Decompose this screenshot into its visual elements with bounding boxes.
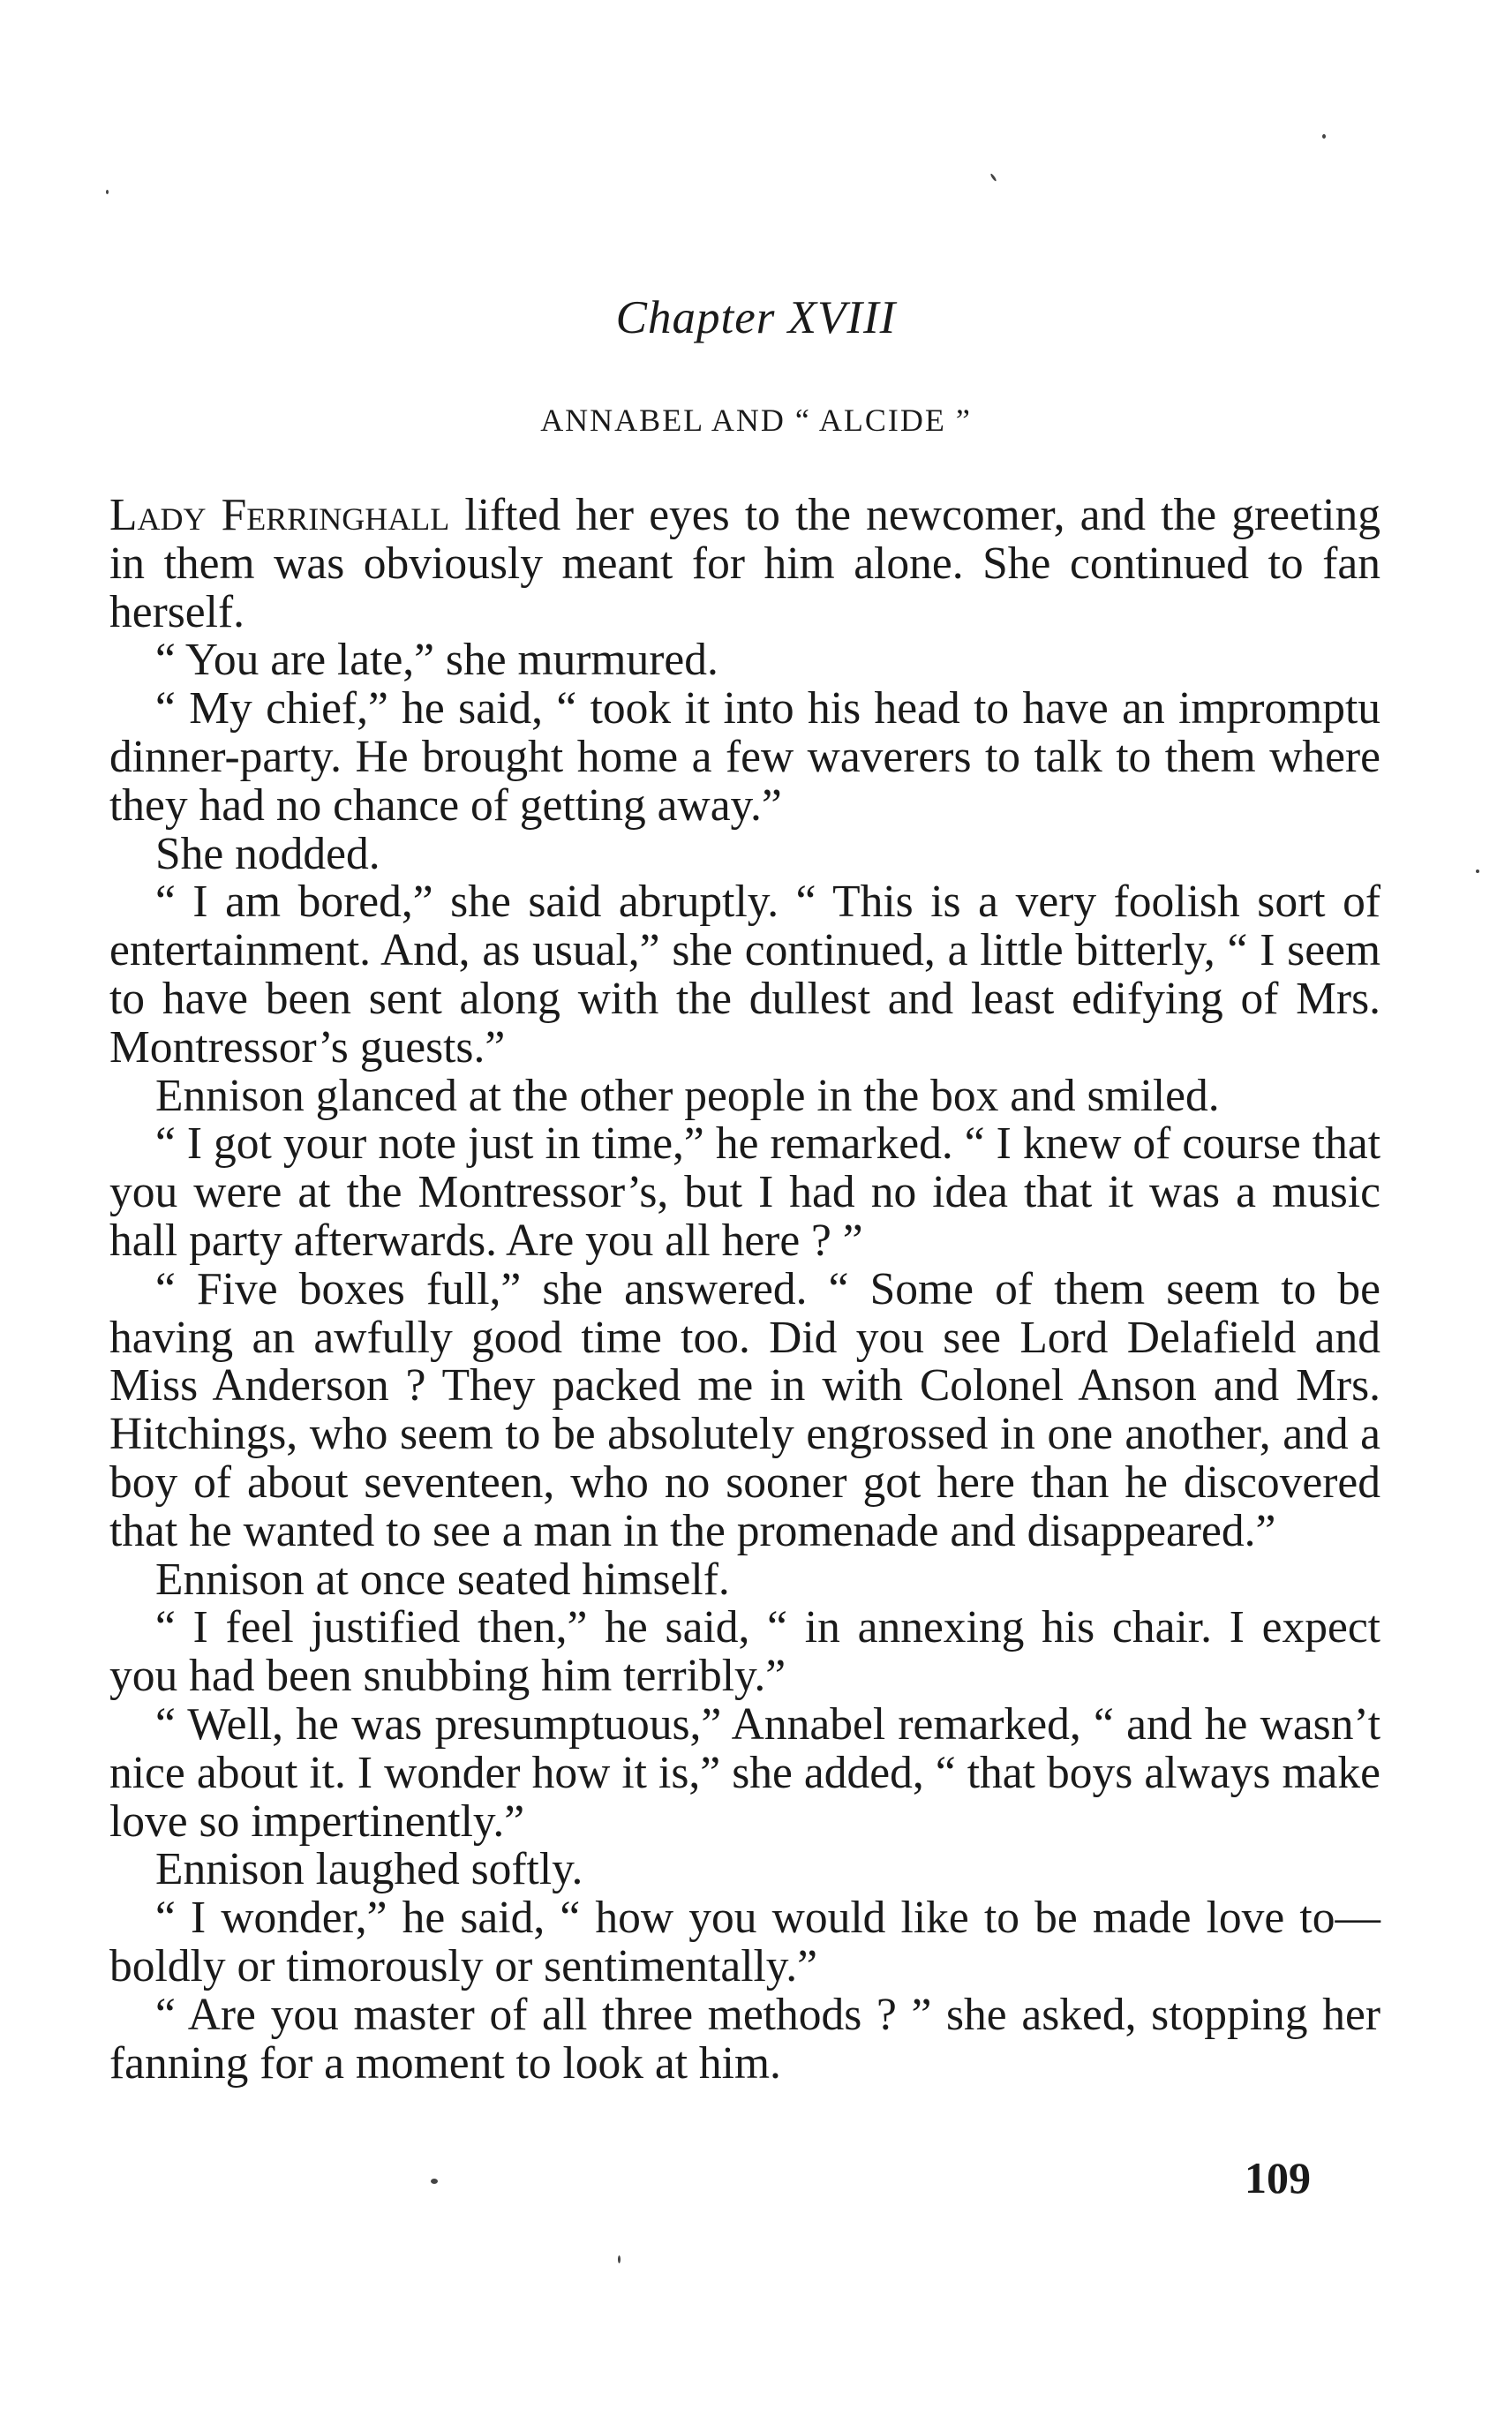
print-speck bbox=[431, 2179, 438, 2184]
paragraph: Ennison laughed softly. bbox=[155, 1844, 583, 1895]
paragraph: Ennison at once seated himself. bbox=[155, 1554, 730, 1605]
chapter-heading: Chapter XVIII bbox=[615, 292, 897, 343]
print-speck bbox=[1476, 869, 1479, 873]
paragraph: She nodded. bbox=[155, 828, 380, 879]
print-speck bbox=[106, 190, 109, 194]
paragraph: “ Well, he was presumptuous,” Annabel remarked, “ and he wasn’t nice about it. I wonder how it is,” she added, “ that boys always make love so impertinently.” bbox=[109, 1698, 1380, 1847]
paragraph: “ My chief,” he said, “ took it into his head to have an impromptu dinner-party. He brought home a few waverers to talk to them where they had no chance of getting away.” bbox=[109, 683, 1380, 831]
paragraph: “ Are you master of all three methods ? ” she asked, stopping her fanning for a moment to look at him. bbox=[109, 1989, 1380, 2089]
print-speck bbox=[618, 2255, 621, 2263]
opening-words: Lady Ferringhall bbox=[109, 490, 450, 540]
paragraph: “ I feel justified then,” he said, “ in annexing his chair. I expect you had been snubbing him terribly.” bbox=[109, 1602, 1380, 1702]
chapter-subtitle: ANNABEL AND “ ALCIDE ” bbox=[540, 403, 972, 438]
print-speck bbox=[989, 173, 997, 182]
paragraph: “ You are late,” she murmured. bbox=[155, 635, 718, 686]
paragraph: “ I wonder,” he said, “ how you would like to be made love to—boldly or timorously or sentimentally.” bbox=[109, 1893, 1380, 1991]
chapter-body bbox=[109, 492, 1380, 2088]
paragraph bbox=[109, 492, 1380, 636]
paragraph: “ I got your note just in time,” he remarked. “ I knew of course that you were at the Montressor’s, but I had no idea that it was a music hall party afterwards. Are you all here ? ” bbox=[109, 1118, 1380, 1266]
print-speck bbox=[1322, 134, 1326, 139]
paragraph: “ Five boxes full,” she answered. “ Some of them seem to be having an awfully good time too. Did you see Lord Delafield and Miss Anderson ? They packed me in with Colonel Anson and Mrs. Hitchings, who seem to be absolutely engrossed in one another, and a boy of about seventeen, who no sooner got here than he discovered that he wanted to see a man in the promenade and disappeared.” bbox=[109, 1263, 1380, 1556]
paragraph: Ennison glanced at the other people in the box and smiled. bbox=[155, 1070, 1220, 1121]
page-number: 109 bbox=[1245, 2153, 1311, 2202]
paragraph-text: lifted her eyes to the newcomer, and the greeting in them was obviously meant for him alone. She continued to fan herself. bbox=[109, 490, 1380, 637]
paragraph: “ I am bored,” she said abruptly. “ This is a very foolish sort of entertainment. And, as usual,” she continued, a little bitterly, “ I seem to have been sent along with the dullest and least edifying of Mrs. Montressor’s guests.” bbox=[109, 877, 1380, 1073]
